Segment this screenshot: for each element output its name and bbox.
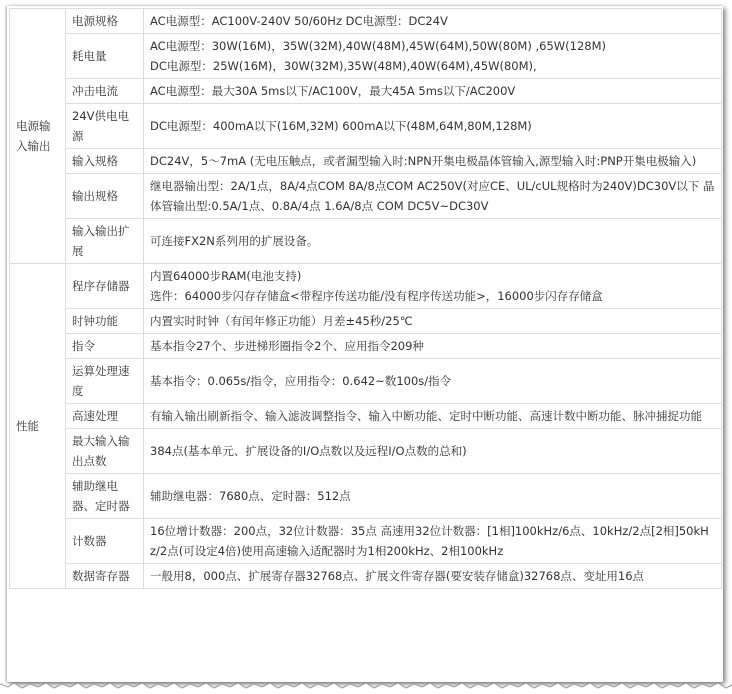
spec-row [10, 334, 722, 359]
spec-value: 可连接FX2N系列用的扩展设备。 [144, 219, 722, 264]
spec-row [10, 149, 722, 174]
spec-value: AC电源型：AC100V-240V 50/60Hz DC电源型：DC24V [144, 9, 722, 34]
spec-row [10, 174, 722, 219]
spec-row [10, 219, 722, 264]
spec-row [10, 519, 722, 564]
spec-value: 有输入输出刷新指令、输入滤波调整指令、输入中断功能、定时中断功能、高速计数中断功能、脉冲捕捉功能 [144, 404, 722, 429]
group-label: 电源输入输出 [10, 9, 66, 264]
spec-value: 基本指令：0.065s/指令，应用指令：0.642~数100s/指令 [144, 359, 722, 404]
spec-label: 电源规格 [66, 9, 144, 34]
spec-label: 24V供电电源 [66, 104, 144, 149]
spec-table-body [10, 9, 722, 589]
spec-label: 输出规格 [66, 174, 144, 219]
spec-row [10, 474, 722, 519]
spec-row [10, 429, 722, 474]
spec-table [9, 8, 722, 589]
spec-value: 16位增计数器：200点，32位计数器：35点 高速用32位计数器：[1相]100kHz/6点、10kHz/2点[2相]50kHz/2点(可设定4倍)使用高速输入适配器时为1相200kHz、2相100kHz [144, 519, 722, 564]
spec-row [10, 359, 722, 404]
spec-row [10, 104, 722, 149]
spec-label: 指令 [66, 334, 144, 359]
spec-row [10, 9, 722, 34]
spec-label: 运算处理速度 [66, 359, 144, 404]
spec-value: 一般用8，000点、扩展寄存器32768点、扩展文件寄存器(要安装存储盒)32768点、变址用16点 [144, 564, 722, 589]
spec-value: 辅助继电器：7680点、定时器：512点 [144, 474, 722, 519]
spec-label: 时钟功能 [66, 309, 144, 334]
spec-label: 冲击电流 [66, 79, 144, 104]
spec-row [10, 34, 722, 79]
spec-row [10, 404, 722, 429]
spec-label: 辅助继电器、定时器 [66, 474, 144, 519]
spec-row [10, 264, 722, 309]
spec-value: DC24V，5～7mA (无电压触点，或者漏型输入时:NPN开集电极晶体管输入,源型输入时:PNP开集电极输入) [144, 149, 722, 174]
spec-value: AC电源型：30W(16M)，35W(32M),40W(48M),45W(64M),50W(80M) ,65W(128M) DC电源型：25W(16M)，30W(32M),35W(48M),40W(64M),45W(80M), [144, 34, 722, 79]
spec-label: 程序存储器 [66, 264, 144, 309]
spec-sheet-frame [7, 6, 723, 682]
spec-label: 输入输出扩展 [66, 219, 144, 264]
spec-label: 耗电量 [66, 34, 144, 79]
spec-label: 高速处理 [66, 404, 144, 429]
spec-value: 内置64000步RAM(电池支持) 选件：64000步闪存存储盒<带程序传送功能/没有程序传送功能>，16000步闪存存储盒 [144, 264, 722, 309]
spec-value: DC电源型：400mA以下(16M,32M) 600mA以下(48M,64M,80M,128M) [144, 104, 722, 149]
spec-label: 最大输入输出点数 [66, 429, 144, 474]
torn-edge [0, 676, 732, 694]
spec-label: 数据寄存器 [66, 564, 144, 589]
spec-value: AC电源型：最大30A 5ms以下/AC100V，最大45A 5ms以下/AC200V [144, 79, 722, 104]
spec-row [10, 309, 722, 334]
spec-label: 计数器 [66, 519, 144, 564]
group-label: 性能 [10, 264, 66, 589]
spec-value: 内置实时时钟（有闰年修正功能）月差±45秒/25℃ [144, 309, 722, 334]
spec-value: 继电器输出型：2A/1点，8A/4点COM 8A/8点COM AC250V(对应CE、UL/cUL规格时为240V)DC30V以下 晶体管输出型:0.5A/1点、0.8A/4点 1.6A/8点 COM DC5V~DC30V [144, 174, 722, 219]
spec-row [10, 564, 722, 589]
spec-row [10, 79, 722, 104]
spec-value: 基本指令27个、步进梯形圈指令2个、应用指令209种 [144, 334, 722, 359]
spec-value: 384点(基本单元、扩展设备的I/O点数以及远程I/O点数的总和) [144, 429, 722, 474]
spec-label: 输入规格 [66, 149, 144, 174]
